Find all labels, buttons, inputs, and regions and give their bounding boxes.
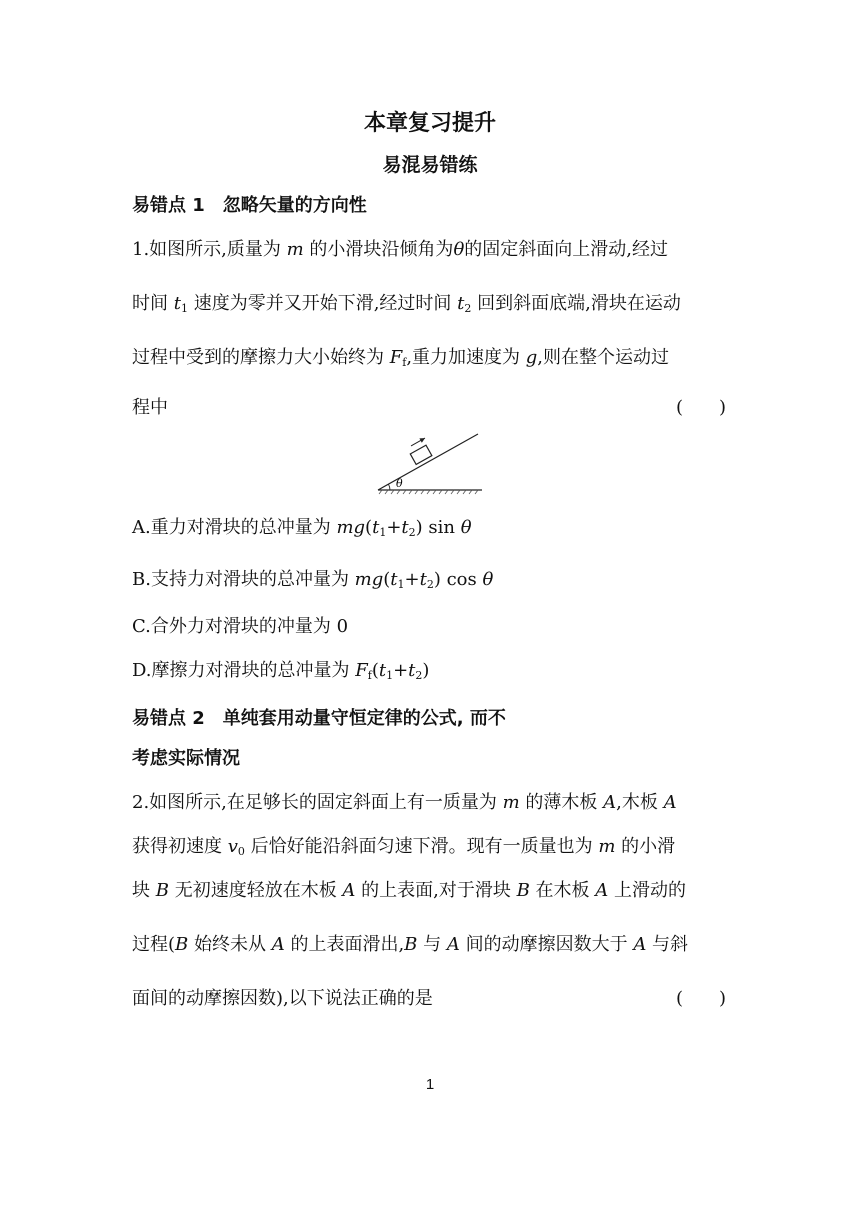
q2-line4: 过程(B 始终未从 A 的上表面滑出,B 与 A 间的动摩擦因数大于 A 与斜 xyxy=(132,934,689,955)
incline-figure xyxy=(374,430,486,496)
angle-label: θ xyxy=(396,477,403,490)
q1-option-a: A.重力对滑块的总冲量为 $mg(t_1+t_2)$ sin θ xyxy=(132,517,472,539)
page-subtitle: 易混易错练 xyxy=(382,154,478,176)
q1-line4: 程中 xyxy=(132,397,168,418)
q1-line1: 1.如图所示,质量为 m 的小滑块沿倾角为θ的固定斜面向上滑动,经过 xyxy=(132,239,669,260)
q2-answer-paren: ( ) xyxy=(676,988,727,1009)
section1-heading: 易错点 1 忽略矢量的方向性 xyxy=(132,195,367,216)
q1-option-b: B.支持力对滑块的总冲量为 $mg(t_1+t_2)$ cos θ xyxy=(132,569,494,591)
q1-option-c: C.合外力对滑块的冲量为 0 xyxy=(132,616,349,637)
q2-line2: 获得初速度 $v_0$ 后恰好能沿斜面匀速下滑。现有一质量也为 m 的小滑 xyxy=(132,836,676,858)
section2-heading-line1: 易错点 2 单纯套用动量守恒定律的公式, 而不 xyxy=(132,708,506,729)
q1-line2: 时间 $t_1$ 速度为零并又开始下滑,经过时间 $t_2$ 回到斜面底端,滑块在运动 xyxy=(132,293,681,315)
page-number: 1 xyxy=(425,1076,435,1093)
angle-arc xyxy=(389,484,391,490)
q1-option-d: D.摩擦力对滑块的总冲量为 $F_f(t_1+t_2)$ xyxy=(132,660,430,682)
q1-answer-paren: ( ) xyxy=(676,397,727,418)
section2-heading-line2: 考虑实际情况 xyxy=(132,748,240,769)
q1-line3: 过程中受到的摩擦力大小始终为 $F_f$,重力加速度为 g,则在整个运动过 xyxy=(132,347,670,369)
q2-line3: 块 B 无初速度轻放在木板 A 的上表面,对于滑块 B 在木板 A 上滑动的 xyxy=(132,880,687,901)
q2-line1: 2.如图所示,在足够长的固定斜面上有一质量为 m 的薄木板 A,木板 A xyxy=(132,792,677,813)
q2-line5: 面间的动摩擦因数),以下说法正确的是 xyxy=(132,988,433,1009)
page-title: 本章复习提升 xyxy=(363,111,496,136)
incline-line xyxy=(378,434,478,490)
ground-hatch xyxy=(379,490,478,494)
